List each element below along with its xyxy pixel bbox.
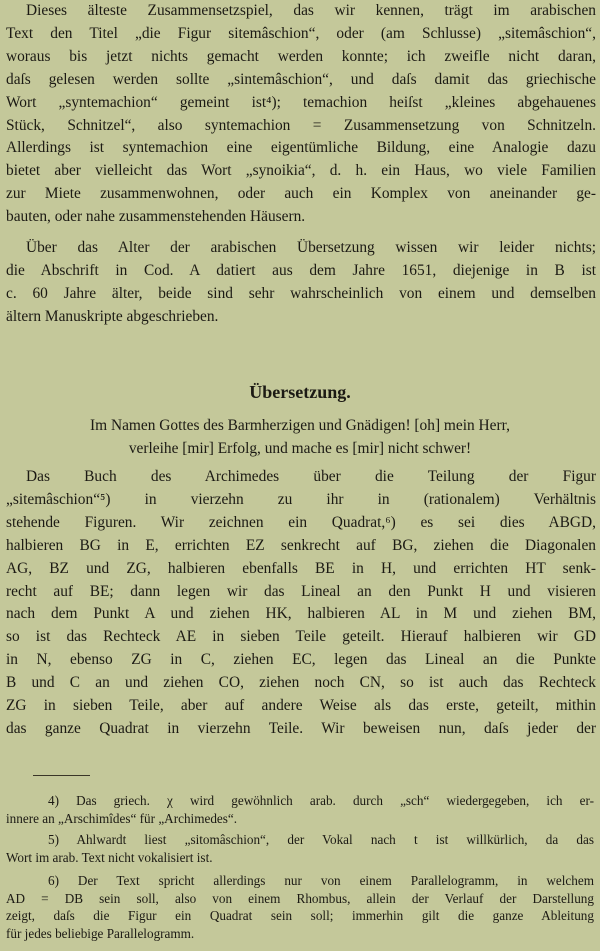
- text-line: nach dem Punkt A und ziehen HK, halbieren AL in M und ziehen BM,: [6, 605, 596, 623]
- footnote-line: 5) Ahlwardt liest „sitomâschion“, der Vokal nach t ist willkürlich, da das: [48, 832, 594, 847]
- text-line: AG, BZ und ZG, halbieren ebenfalls BE in H, und errichten HT senk-: [6, 559, 596, 577]
- text-line: zur Miete zusammenwohnen, oder auch ein Komplex von aneinander ge-: [6, 185, 596, 203]
- section-heading: Übersetzung.: [249, 382, 351, 402]
- text-line: bauten, oder nahe zusammenstehenden Häusern.: [6, 208, 306, 226]
- text-line: ZG in sieben Teile, aber auf andere Weise als das erste, geteilt, mithin: [6, 697, 596, 715]
- footnote-line: für jedes beliebige Parallelogramm.: [6, 925, 195, 941]
- text-line: woraus bis jetzt nichts gemacht werden konnte; ich zweifle nicht daran,: [6, 47, 596, 65]
- text-line: die Abschrift in Cod. A datiert aus dem Jahre 1651, diejenige in B ist: [6, 261, 596, 279]
- text-line: Das Buch des Archimedes über die Teilung der Figur: [26, 468, 596, 485]
- text-line: Über das Alter der arabischen Übersetzung wissen wir leider nichts;: [26, 239, 596, 256]
- text-line: in N, ebenso ZG in C, ziehen EC, legen das Lineal an die Punkte: [6, 651, 596, 669]
- footnote-line: AD = DB sein soll, also von einem Rhombus, allein der Verlauf der Darstellung: [6, 890, 594, 906]
- text-line: daſs gelesen werden sollte „sintemâschion“, und daſs damit das griechische: [6, 70, 596, 88]
- text-line: „sitemâschion“⁵) in vierzehn zu ihr in (rationalem) Verhältnis: [6, 490, 596, 508]
- footnote-6: [0, 872, 600, 942]
- text-line: Stück, Schnitzel“, also syntemachion = Zusammensetzung von Schnitzeln.: [6, 116, 596, 134]
- footnote-4: [0, 792, 600, 827]
- intro-paragraph-1: [0, 0, 600, 229]
- text-line: das ganze Quadrat in vierzehn Teile. Wir beweisen nun, daſs jeder der: [6, 719, 596, 737]
- footnote-line: innere an „Arschimîdes“ für „Archimedes“.: [6, 810, 238, 826]
- footnote-line: 6) Der Text spricht allerdings nur von einem Parallelogramm, in welchem: [48, 873, 594, 888]
- text-line: Dieses älteste Zusammensetzspiel, das wir kennen, trägt im arabischen: [26, 2, 596, 19]
- invocation-line: Im Namen Gottes des Barmherzigen und Gnädigen! [oh] mein Herr,: [90, 417, 510, 434]
- text-line: ältern Manuskripte abgeschrieben.: [6, 307, 219, 325]
- text-line: Wort „syntemachion“ gemeint ist⁴); temachion heiſst „kleines abgehauenes: [6, 93, 596, 111]
- invocation: [0, 414, 600, 460]
- translation-paragraph: [0, 466, 600, 741]
- text-line: c. 60 Jahre älter, beide sind sehr wahrscheinlich von einem und demselben: [6, 284, 596, 302]
- text-line: Allerdings ist syntemachion eine eigentümliche Bildung, eine Analogie dazu: [6, 139, 596, 157]
- text-line: B und C an und ziehen CO, ziehen noch CN, so ist auch das Rechteck: [6, 674, 596, 692]
- footnote-line: Wort im arab. Text nicht vokalisiert ist.: [6, 849, 213, 865]
- footnote-line: 4) Das griech. χ wird gewöhnlich arab. durch „sch“ wiedergegeben, ich er-: [48, 793, 594, 808]
- text-line: Text den Titel „die Figur sitemâschion“, oder (am Schlusse) „sitemâschion“,: [6, 24, 596, 42]
- footnote-divider: [33, 775, 90, 776]
- footnote-line: zeigt, daſs die Figur ein Quadrat sein soll; immerhin gilt die ganze Ableitung: [6, 908, 594, 923]
- text-line: so ist das Rechteck AE in sieben Teile geteilt. Hierauf halbieren wir GD: [6, 628, 596, 646]
- text-line: halbieren BG in E, errichten EZ senkrecht auf BG, ziehen die Diagonalen: [6, 536, 596, 554]
- text-line: stehende Figuren. Wir zeichnen ein Quadrat,⁶) es sei dies ABGD,: [6, 513, 596, 531]
- footnote-5: [0, 831, 600, 866]
- text-line: bietet aber vielleicht das Wort „synoikia“, d. h. ein Haus, wo viele Familien: [6, 162, 596, 180]
- intro-paragraph-2: [0, 237, 600, 329]
- text-line: recht auf BE; dann legen wir das Lineal an den Punkt H und visieren: [6, 582, 596, 600]
- invocation-line: verleihe [mir] Erfolg, und mache es [mir] nicht schwer!: [128, 440, 472, 457]
